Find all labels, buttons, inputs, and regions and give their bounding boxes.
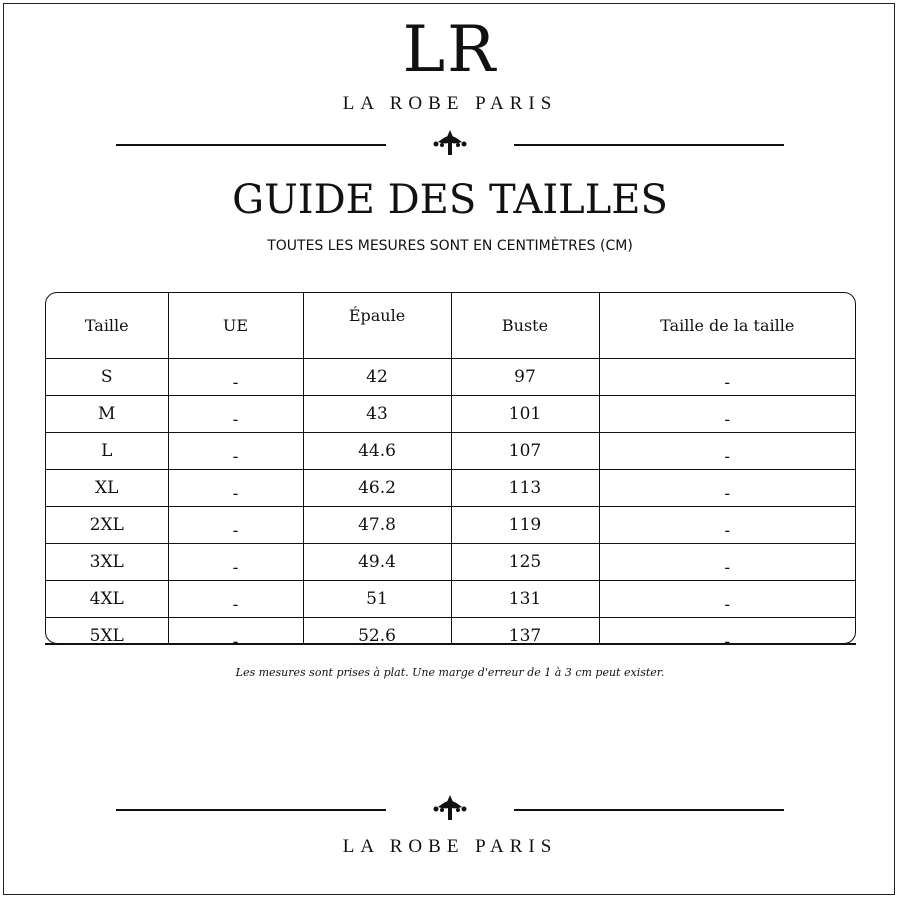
cell-bust: 107 (451, 433, 599, 470)
cell-shoulder: 43 (303, 396, 451, 433)
table-row (46, 470, 855, 507)
divider-right-bottom (514, 809, 784, 811)
table-header-row (46, 293, 855, 359)
cell-waist: - (599, 544, 855, 581)
cell-size: S (46, 359, 168, 396)
cell-size: 5XL (46, 618, 168, 645)
header-buste: Buste (451, 293, 599, 359)
cell-bust: 125 (451, 544, 599, 581)
cell-size: 2XL (46, 507, 168, 544)
cell-shoulder: 47.8 (303, 507, 451, 544)
cell-size: XL (46, 470, 168, 507)
header-ue: UE (168, 293, 303, 359)
cell-eu: - (168, 618, 303, 645)
fleur-de-lis-ornament-icon (432, 128, 468, 158)
table-row (46, 396, 855, 433)
cell-bust: 137 (451, 618, 599, 645)
cell-shoulder: 42 (303, 359, 451, 396)
cell-eu: - (168, 470, 303, 507)
cell-size: 3XL (46, 544, 168, 581)
cell-shoulder: 51 (303, 581, 451, 618)
cell-shoulder: 49.4 (303, 544, 451, 581)
page-subtitle: TOUTES LES MESURES SONT EN CENTIMÈTRES (CM) (267, 238, 633, 254)
divider-left-bottom (116, 809, 386, 811)
cell-waist: - (599, 507, 855, 544)
table-row (46, 544, 855, 581)
cell-waist: - (724, 632, 731, 644)
cell-waist: - (599, 470, 855, 507)
size-table (45, 292, 856, 644)
header-taille: Taille (46, 293, 168, 359)
page-title: GUIDE DES TAILLES (232, 177, 668, 223)
table-row (46, 618, 855, 645)
fleur-de-lis-ornament-icon (432, 793, 468, 823)
cell-size: L (46, 433, 168, 470)
cell-bust: 131 (451, 581, 599, 618)
table-row (46, 359, 855, 396)
cell-eu: - (168, 396, 303, 433)
divider-left-top (116, 144, 386, 146)
cell-bust: 119 (451, 507, 599, 544)
table-underline (45, 643, 856, 645)
brand-name-bottom: LA ROBE PARIS (342, 836, 558, 857)
measurement-note: Les mesures sont prises à plat. Une marge d'erreur de 1 à 3 cm peut exister. (235, 666, 665, 679)
cell-bust: 113 (451, 470, 599, 507)
cell-size: M (46, 396, 168, 433)
cell-waist: - (599, 359, 855, 396)
cell-eu: - (168, 433, 303, 470)
cell-eu: - (168, 544, 303, 581)
cell-eu: - (168, 507, 303, 544)
cell-shoulder: 44.6 (303, 433, 451, 470)
cell-bust: 101 (451, 396, 599, 433)
cell-waist: - (599, 581, 855, 618)
cell-shoulder: 52.6 (303, 618, 451, 645)
header-epaule: Épaule (303, 293, 451, 359)
brand-name-top: LA ROBE PARIS (342, 93, 558, 114)
cell-size: 4XL (46, 581, 168, 618)
cell-waist: - (599, 396, 855, 433)
logo: LR (402, 13, 498, 87)
cell-eu: - (168, 581, 303, 618)
cell-eu: - (168, 359, 303, 396)
divider-right-top (514, 144, 784, 146)
table-row (46, 433, 855, 470)
cell-bust: 97 (451, 359, 599, 396)
cell-waist: - (599, 433, 855, 470)
table-row (46, 507, 855, 544)
cell-shoulder: 46.2 (303, 470, 451, 507)
header-tour-de-taille: Taille de la taille (599, 293, 855, 359)
table-row (46, 581, 855, 618)
